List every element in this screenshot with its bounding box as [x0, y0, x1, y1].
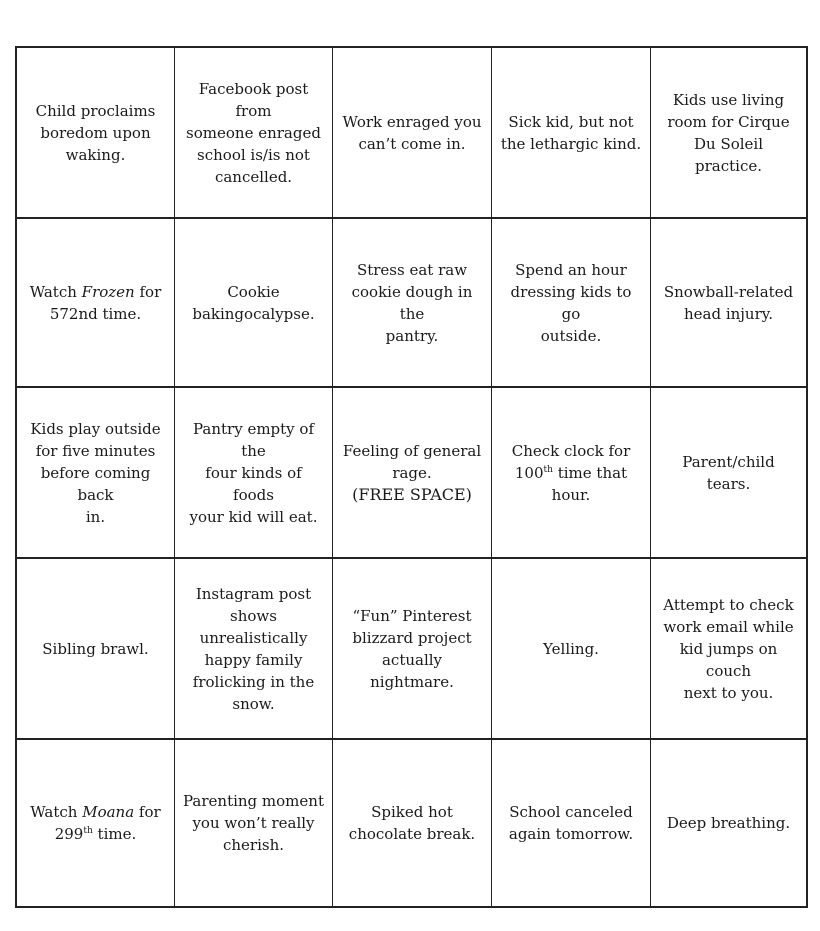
bingo-cell — [492, 48, 651, 219]
bingo-cell — [333, 48, 492, 219]
bingo-cell — [17, 559, 175, 740]
bingo-cell — [333, 740, 492, 906]
cell-text: Work enraged you can’t come in. — [342, 112, 482, 153]
cell-text: Spiked hot chocolate break. — [348, 803, 476, 843]
bingo-cell — [651, 219, 806, 388]
cell-text: Stress eat raw cookie dough in the pantry. — [351, 260, 473, 345]
free-space-cell — [333, 388, 492, 559]
cell-text: Parent/child tears. — [682, 452, 775, 493]
bingo-cell — [651, 388, 806, 559]
cell-text: Parenting moment you won’t really cherish. — [183, 792, 324, 854]
cell-text: Watch Moana for 299th time. — [30, 803, 161, 843]
cell-text: Feeling of general rage. (FREE SPACE) — [342, 441, 482, 504]
cell-text: Sick kid, but not the lethargic kind. — [500, 112, 642, 153]
cell-text: Sibling brawl. — [42, 639, 149, 658]
cell-text: Child proclaims boredom upon waking. — [35, 101, 156, 164]
cell-text: Cookie bakingocalypse. — [192, 282, 315, 323]
cell-text: Kids use living room for Cirque Du Soleil practice. — [667, 90, 790, 175]
bingo-cell — [17, 740, 175, 906]
cell-text: Pantry empty of the four kinds of foods your kid will eat. — [189, 419, 318, 526]
bingo-cell — [175, 740, 333, 906]
bingo-cell — [651, 48, 806, 219]
cell-text: Yelling. — [543, 639, 599, 658]
bingo-cell — [175, 219, 333, 388]
cell-text: Attempt to check work email while kid jumps on couch next to you. — [663, 595, 794, 702]
cell-text: Watch Frozen for 572nd time. — [29, 282, 162, 323]
cell-text: Facebook post from someone enraged school is/is not cancelled. — [186, 79, 321, 186]
cell-text: Check clock for 100th time that hour. — [511, 441, 631, 504]
cell-text: Kids play outside for five minutes before coming back in. — [30, 419, 161, 526]
bingo-cell — [492, 740, 651, 906]
bingo-cell — [651, 740, 806, 906]
cell-text: “Fun” Pinterest blizzard project actually nightmare. — [352, 606, 472, 691]
bingo-cell — [651, 559, 806, 740]
cell-text: Spend an hour dressing kids to go outside. — [510, 260, 632, 345]
bingo-cell — [175, 388, 333, 559]
bingo-grid — [15, 46, 808, 908]
bingo-cell — [17, 388, 175, 559]
bingo-cell — [333, 559, 492, 740]
bingo-cell — [333, 219, 492, 388]
cell-text: Instagram post shows unrealistically happy family frolicking in the snow. — [192, 584, 315, 713]
bingo-cell — [175, 48, 333, 219]
bingo-cell — [492, 219, 651, 388]
cell-text: Snowball-related head injury. — [663, 282, 794, 323]
cell-text: Deep breathing. — [666, 814, 791, 832]
cell-text: School canceled again tomorrow. — [508, 803, 634, 843]
bingo-cell — [492, 559, 651, 740]
bingo-cell — [17, 48, 175, 219]
bingo-cell — [175, 559, 333, 740]
bingo-cell — [17, 219, 175, 388]
bingo-cell — [492, 388, 651, 559]
